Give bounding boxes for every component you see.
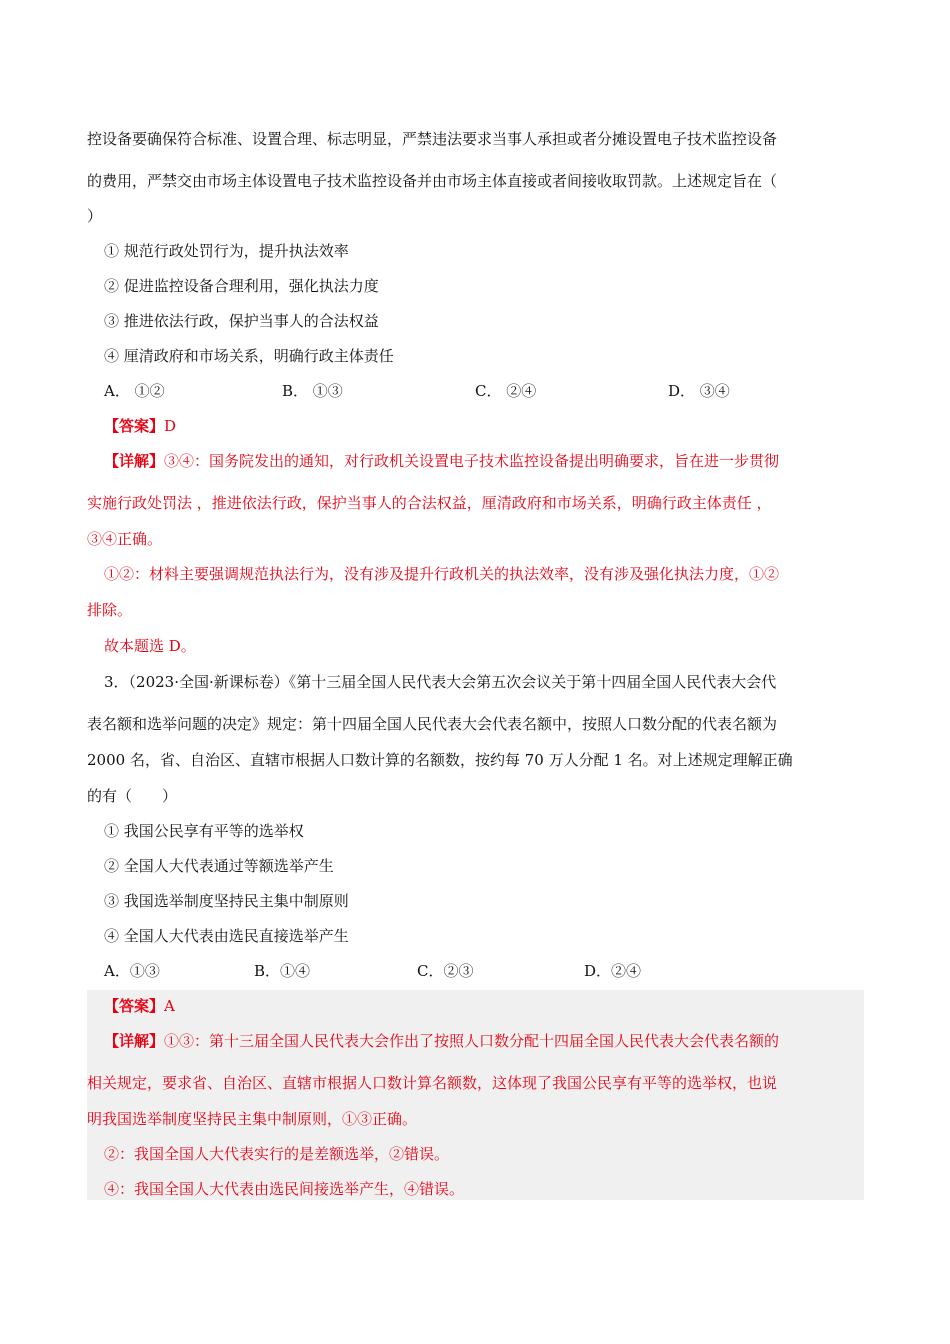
q3-item-2: ② 全国人大代表通过等额选举产生: [104, 857, 334, 875]
q2-option-a: A． ①②: [104, 382, 165, 400]
q3-detail-line-3: 明我国选举制度坚持民主集中制原则，①③正确。: [87, 1110, 418, 1128]
q3-item-1: ① 我国公民享有平等的选举权: [104, 822, 304, 840]
q2-detail-line-2: 实施行政处罚法 ，推进依法行政，保护当事人的合法权益，厘清政府和市场关系，明确行政主体责任 ，: [87, 494, 772, 512]
q2-stem-line-1: 控设备要确保符合标准、设置合理、标志明显，严禁违法要求当事人承担或者分摊设置电子技术监控设备: [87, 130, 778, 148]
q2-detail2-line-1: ①②：材料主要强调规范执法行为，没有涉及提升行政机关的执法效率，没有涉及强化执法力度，①②: [104, 565, 780, 583]
q2-conclusion: 故本题选 D。: [104, 637, 196, 655]
q2-item-3: ③ 推进依法行政，保护当事人的合法权益: [104, 312, 379, 330]
q3-stem-line-2: 表名额和选举问题的决定》规定：第十四届全国人民代表大会代表名额中，按照人口数分配的代表名额为: [87, 715, 778, 733]
q2-option-d: D． ③④: [668, 382, 730, 400]
q3-detail-line-1: [104, 1031, 779, 1051]
q3-option-b: B．①④: [254, 962, 311, 980]
q3-option-d: D．②④: [584, 962, 642, 980]
q2-detail2-line-2: 排除。: [87, 601, 133, 619]
q3-detail-label: 【详解】: [104, 1032, 165, 1050]
q3-answer-value: A: [164, 997, 175, 1015]
q3-detail-text-1: ①③：第十三届全国人民代表大会作出了按照人口数分配十四届全国人民代表大会代表名额的: [164, 1032, 780, 1050]
q2-option-c: C． ②④: [475, 382, 537, 400]
q2-detail-label: 【详解】: [104, 452, 165, 470]
q2-stem-line-2: 的费用，严禁交由市场主体设置电子技术监控设备并由市场主体直接或者间接收取罚款。上述规定旨在（: [87, 172, 778, 190]
q2-item-2: ② 促进监控设备合理利用，强化执法力度: [104, 277, 379, 295]
q3-stem-line-3: 2000 名，省、自治区、直辖市根据人口数计算的名额数，按约每 70 万人分配 1 名。对上述规定理解正确: [87, 751, 793, 769]
q2-answer: [104, 416, 176, 436]
q2-answer-label: 【答案】: [104, 417, 165, 435]
q3-item-3: ③ 我国选举制度坚持民主集中制原则: [104, 892, 349, 910]
q3-answer-shaded-block: [87, 990, 864, 1200]
q2-answer-value: D: [164, 417, 177, 435]
q2-item-4: ④ 厘清政府和市场关系，明确行政主体责任: [104, 347, 394, 365]
q3-detail3: ④：我国全国人大代表由选民间接选举产生，④错误。: [104, 1180, 465, 1198]
q2-option-b: B． ①③: [282, 382, 343, 400]
q3-answer-label: 【答案】: [104, 997, 165, 1015]
q3-option-a: A．①③: [104, 962, 160, 980]
q3-answer: [104, 996, 175, 1016]
q3-option-c: C．②③: [417, 962, 474, 980]
q3-detail-line-2: 相关规定，要求省、自治区、直辖市根据人口数计算名额数，这体现了我国公民享有平等的选举权，也说: [87, 1074, 778, 1092]
q2-detail-line-1: [104, 451, 779, 471]
q2-stem-line-3: ）: [87, 207, 103, 225]
q2-detail-line-3: ③④正确。: [87, 530, 163, 548]
q3-stem-line-4: 的有（ ）: [87, 787, 178, 805]
q3-detail2: ②：我国全国人大代表实行的是差额选举，②错误。: [104, 1145, 450, 1163]
q2-item-1: ① 规范行政处罚行为，提升执法效率: [104, 242, 349, 260]
q3-item-4: ④ 全国人大代表由选民直接选举产生: [104, 927, 349, 945]
q2-detail-text-1: ③④：国务院发出的通知，对行政机关设置电子技术监控设备提出明确要求，旨在进一步贯彻: [164, 452, 780, 470]
q3-stem-line-1: 3．（2023·全国·新课标卷）《第十三届全国人民代表大会第五次会议关于第十四届全国人民代表大会代: [104, 673, 777, 691]
